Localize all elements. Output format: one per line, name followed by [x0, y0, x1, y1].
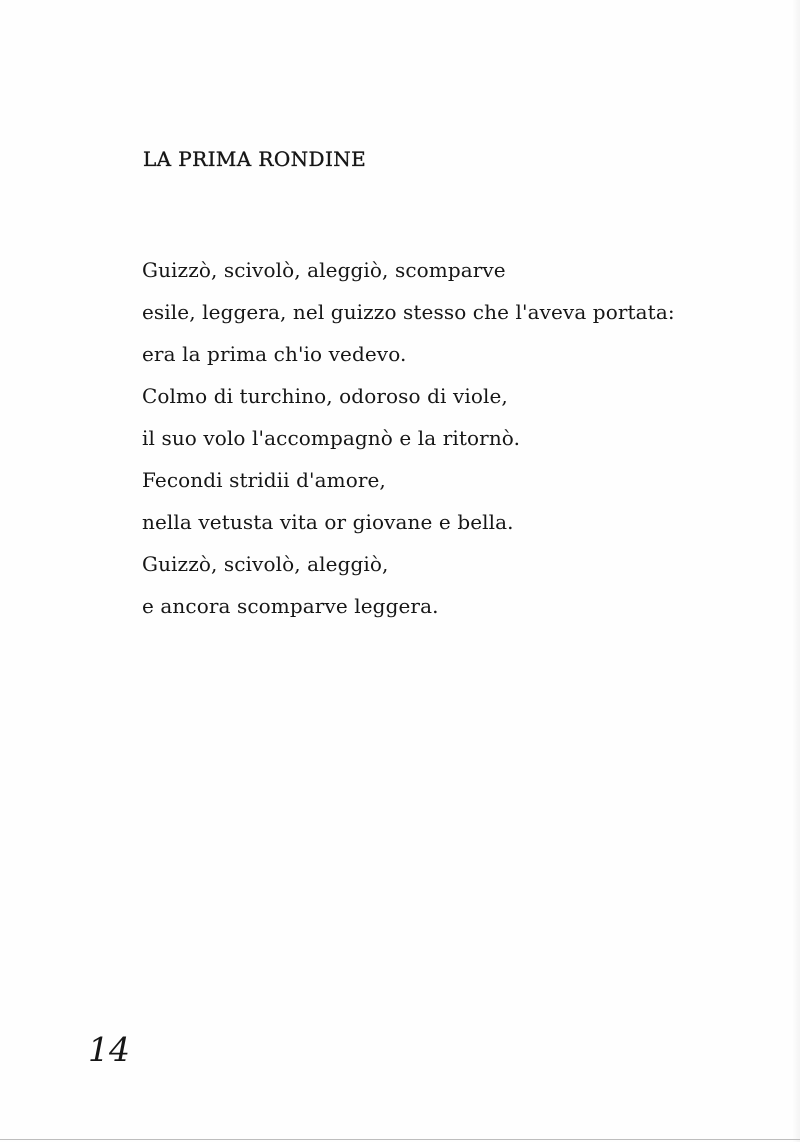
page-number: 14: [88, 1030, 130, 1069]
poem-verses: [142, 256, 675, 634]
scan-bottom-edge: [0, 1139, 800, 1140]
page-edge-shading: [792, 0, 800, 1142]
verse-line: Guizzò, scivolò, aleggiò,: [142, 552, 389, 576]
verse-line: esile, leggera, nel guizzo stesso che l'aveva portata:: [142, 300, 675, 324]
verse-line: nella vetusta vita or giovane e bella.: [142, 510, 514, 534]
verse-line: era la prima ch'io vedevo.: [142, 342, 407, 366]
verse-line: Colmo di turchino, odoroso di viole,: [142, 384, 508, 408]
poem-title: LA PRIMA RONDINE: [143, 147, 367, 171]
verse-line: il suo volo l'accompagnò e la ritornò.: [142, 426, 521, 450]
verse-line: e ancora scomparve leggera.: [142, 594, 439, 618]
verse-line: Guizzò, scivolò, aleggiò, scomparve: [142, 258, 506, 282]
verse-line: Fecondi stridii d'amore,: [142, 468, 386, 492]
